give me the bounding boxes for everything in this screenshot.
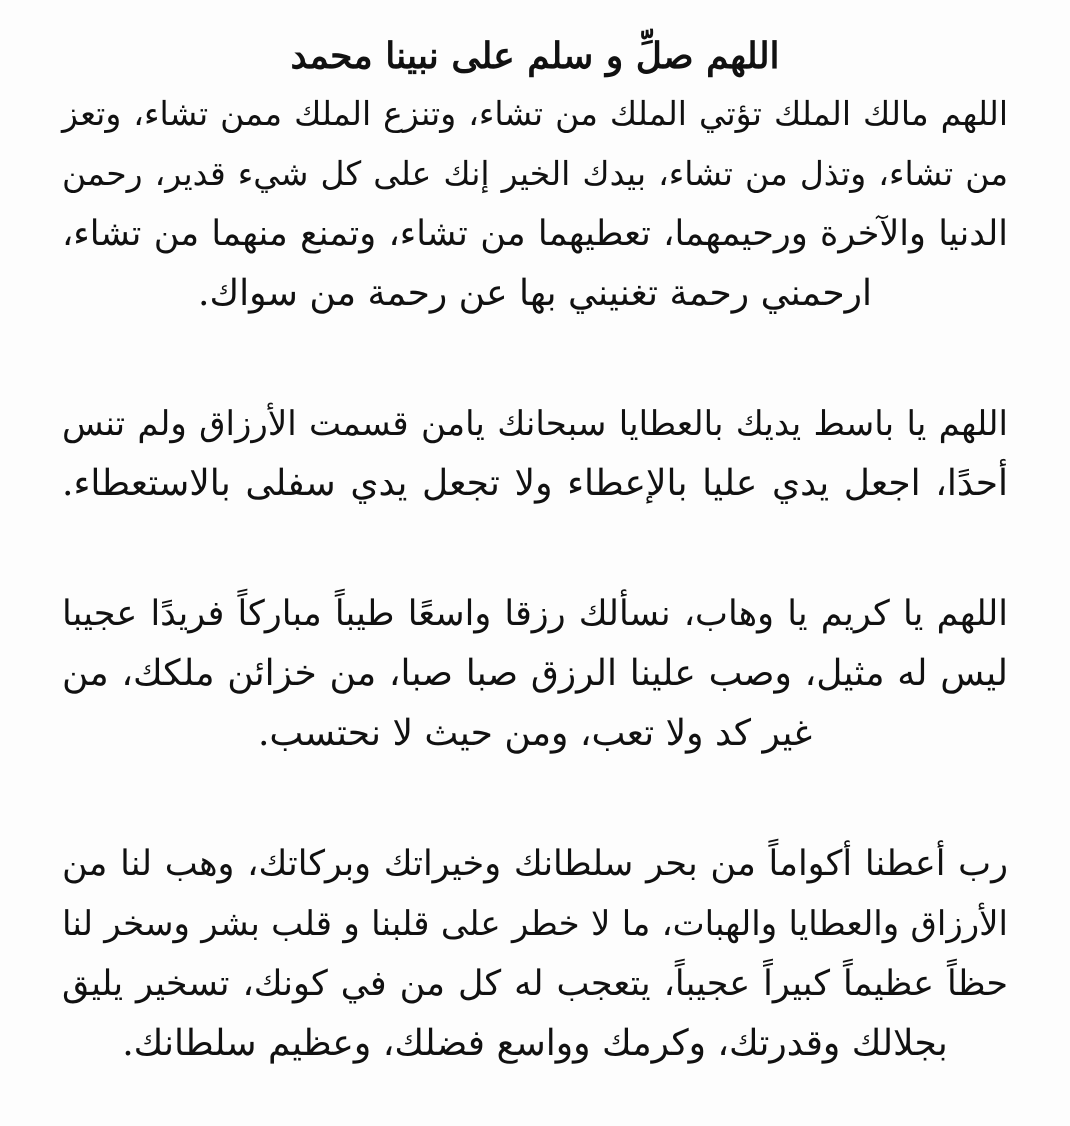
paragraph-4: [62, 834, 1008, 1074]
text-line: رب أعطنا أكواماً من بحر سلطانك وخيراتك وبركاتك، وهب لنا من: [62, 844, 1008, 884]
text-line: الأرزاق والعطايا والهبات، ما لا خطر على قلبنا و قلب بشر وسخر لنا: [62, 904, 1008, 944]
paragraph-3: [62, 584, 1008, 764]
text-line: الدنيا والآخرة ورحيمهما، تعطيهما من تشاء، وتمنع منهما من تشاء،: [62, 214, 1008, 254]
paragraph-2: [62, 394, 1008, 514]
paragraph-spacer: [62, 514, 1008, 584]
text-line: أحدًا، اجعل يدي عليا بالإعطاء ولا تجعل يدي سفلى بالاستعطاء.: [62, 463, 1008, 504]
text-line: غير كد ولا تعب، ومن حيث لا نحتسب.: [257, 713, 813, 754]
header-salawat: اللهم صلِّ و سلم على نبينا محمد: [290, 35, 780, 77]
text-line: بجلالك وقدرتك، وكرمك وواسع فضلك، وعظيم سلطانك.: [122, 1023, 948, 1064]
text-line: اللهم يا باسط يديك بالعطايا سبحانك يامن قسمت الأرزاق ولم تنس: [62, 404, 1008, 444]
text-line: من تشاء، وتذل من تشاء، بيدك الخير إنك على كل شيء قدير، رحمن: [62, 154, 1008, 193]
paragraph-spacer: [62, 764, 1008, 834]
paragraph-spacer: [62, 324, 1008, 394]
text-line: اللهم مالك الملك تؤتي الملك من تشاء، وتنزع الملك ممن تشاء، وتعز: [62, 94, 1008, 133]
paragraph-1: [62, 84, 1008, 324]
text-line: ارحمني رحمة تغنيني بها عن رحمة من سواك.: [198, 273, 872, 314]
text-line: ليس له مثيل، وصب علينا الرزق صبا صبا، من خزائن ملكك، من: [62, 653, 1008, 694]
text-line: حظاً عظيماً كبيراً عجيباً، يتعجب له كل من في كونك، تسخير يليق: [62, 964, 1008, 1004]
text-line: اللهم يا كريم يا وهاب، نسألك رزقا واسعًا طيباً مباركاً فريدًا عجيبا: [62, 594, 1008, 634]
